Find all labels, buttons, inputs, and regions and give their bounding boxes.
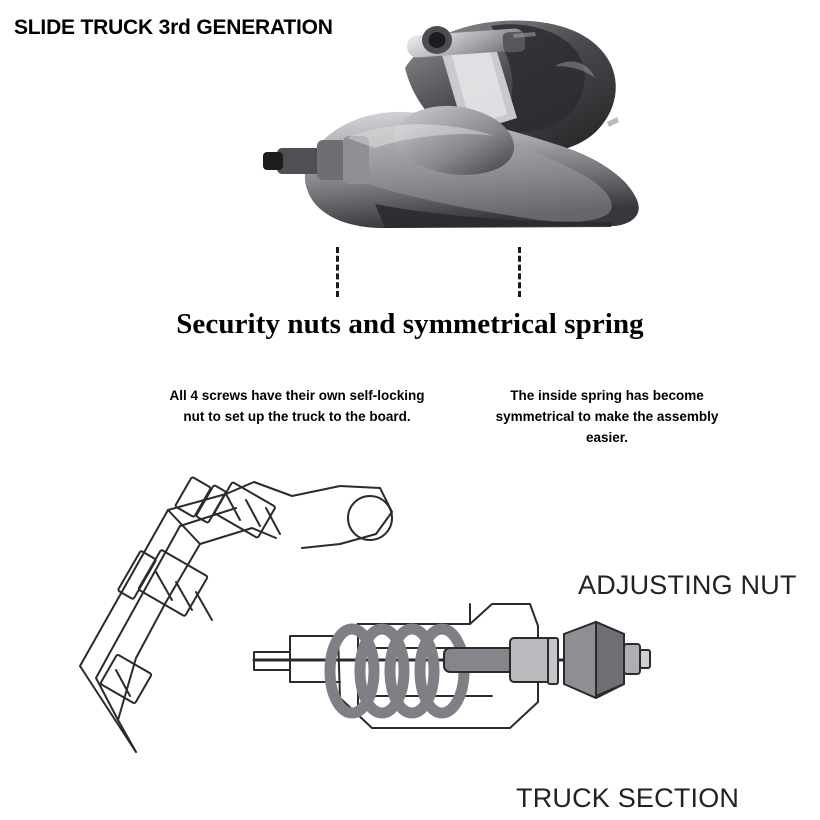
truck-section-drawing-image	[40, 452, 680, 772]
truck-photo-image	[255, 8, 675, 248]
callout-truck-section: TRUCK SECTION	[516, 783, 740, 813]
caption-security-nuts: All 4 screws have their own self-locking nut to set up the truck to the board.	[169, 388, 425, 424]
section-heading: Security nuts and symmetrical spring	[176, 308, 644, 340]
leader-line-right	[518, 247, 521, 297]
page-title: SLIDE TRUCK 3rd GENERATION	[14, 16, 333, 39]
leader-line-left	[336, 247, 339, 297]
caption-symmetrical-spring: The inside spring has become symmetrical to make the assembly easier.	[495, 388, 719, 445]
truck-photo-figure	[255, 8, 675, 248]
truck-section-figure	[40, 452, 680, 772]
callout-adjusting-nut: ADJUSTING NUT	[578, 570, 797, 600]
